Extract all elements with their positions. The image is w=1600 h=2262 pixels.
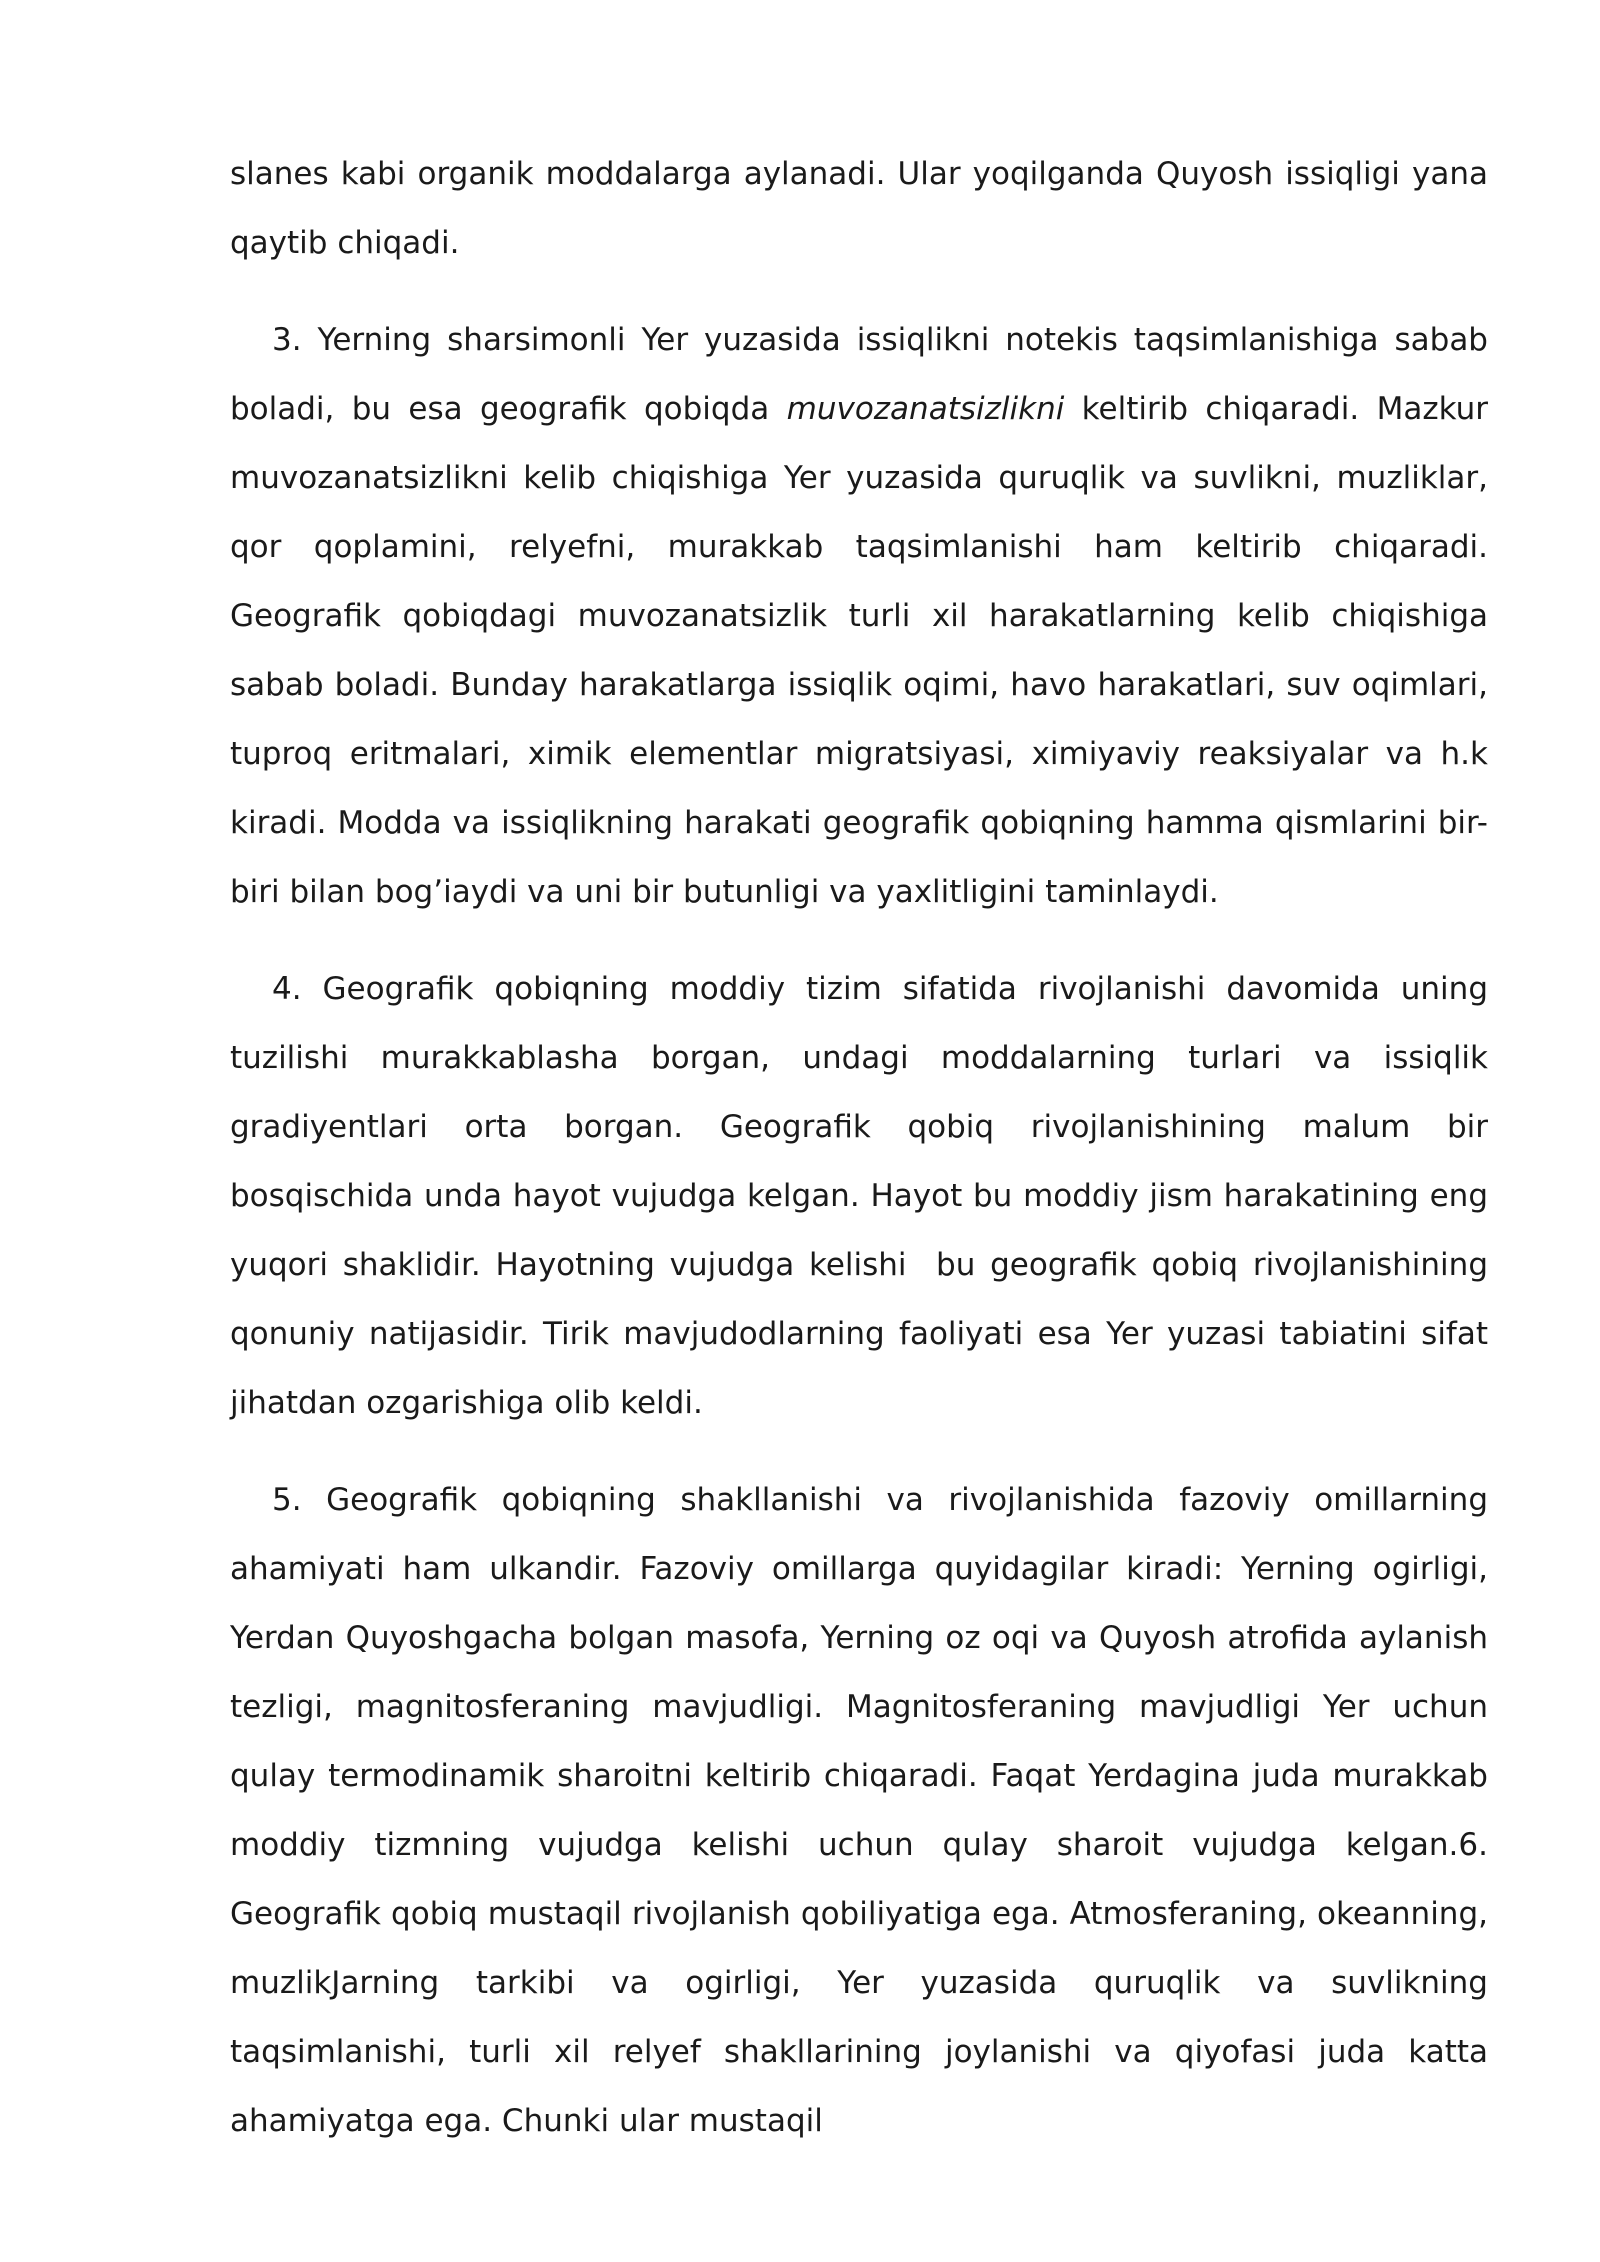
paragraph-text: 4. Geografik qobiqning moddiy tizim sifatida rivojlanishi davomida uning tuzilishi murakkablasha borgan, undagi moddalarning turlari va issiqlik gradiyentlari orta borgan. Geografik qobiq rivojlanishining malum bir bosqischida unda hayot vujudga kelgan. Hayot bu moddiy jism harakatining eng yuqori shaklidir. Hayotning vujudga kelishi bu geografik qobiq rivojlanishining qonuniy natijasidir. Tirik mavjudodlarning faoliyati esa Yer yuzasi tabiatini sifat jihatdan ozgarishiga olib keldi.	[230, 971, 1498, 1421]
paragraph-text: slanes kabi organik moddalarga aylanadi. Ular yoqilganda Quyosh issiqligi yana qaytib chiqadi.	[230, 156, 1498, 261]
paragraph-point-4	[230, 955, 1498, 1438]
paragraph-point-5	[230, 1466, 1498, 2156]
paragraph-text: 3. Yerning sharsimonli Yer yuzasida issiqlikni notekis taqsimlanishiga sabab boladi, bu esa geografik qobiqda	[230, 322, 1498, 427]
paragraph-text: keltirib chiqaradi. Mazkur muvozanatsizlikni kelib chiqishiga Yer yuzasida quruqlik va suvlikni, muzliklar, qor qoplamini, relyefni, murakkab taqsimlanishi ham keltirib chiqaradi. Geografik qobiqdagi muvozanatsizlik turli xil harakatlarning kelib chiqishiga sabab boladi. Bunday harakatlarga issiqlik oqimi, havo harakatlari, suv oqimlari, tuproq eritmalari, ximik elementlar migratsiyasi, ximiyaviy reaksiyalar va h.k kiradi. Modda va issiqlikning harakati geografik qobiqning hamma qismlarini bir-biri bilan bog’iaydi va uni bir butunligi va yaxlitligini taminlaydi.	[230, 391, 1498, 910]
paragraph-continuation	[230, 140, 1498, 278]
paragraph-text: 5. Geografik qobiqning shakllanishi va rivojlanishida fazoviy omillarning ahamiyati ham ulkandir. Fazoviy omillarga quyidagilar kiradi: Yerning ogirligi, Yerdan Quyoshgacha bolgan masofa, Yerning oz oqi va Quyosh atrofida aylanish tezligi, magnitosferaning mavjudligi. Magnitosferaning mavjudligi Yer uchun qulay termodinamik sharoitni keltirib chiqaradi. Faqat Yerdagina juda murakkab moddiy tizmning vujudga kelishi uchun qulay sharoit vujudga kelgan.6. Geografik qobiq mustaqil rivojlanish qobiliyatiga ega. Atmosferaning, okeanning, muzlikJarning tarkibi va ogirligi, Yer yuzasida quruqlik va suvlikning taqsimlanishi, turli xil relyef shakllarining joylanishi va qiyofasi juda katta ahamiyatga ega. Chunki ular mustaqil	[230, 1482, 1498, 2139]
document-page	[230, 140, 1498, 2184]
italic-term: muvozanatsizlikni	[786, 391, 1065, 427]
paragraph-point-3	[230, 306, 1498, 927]
